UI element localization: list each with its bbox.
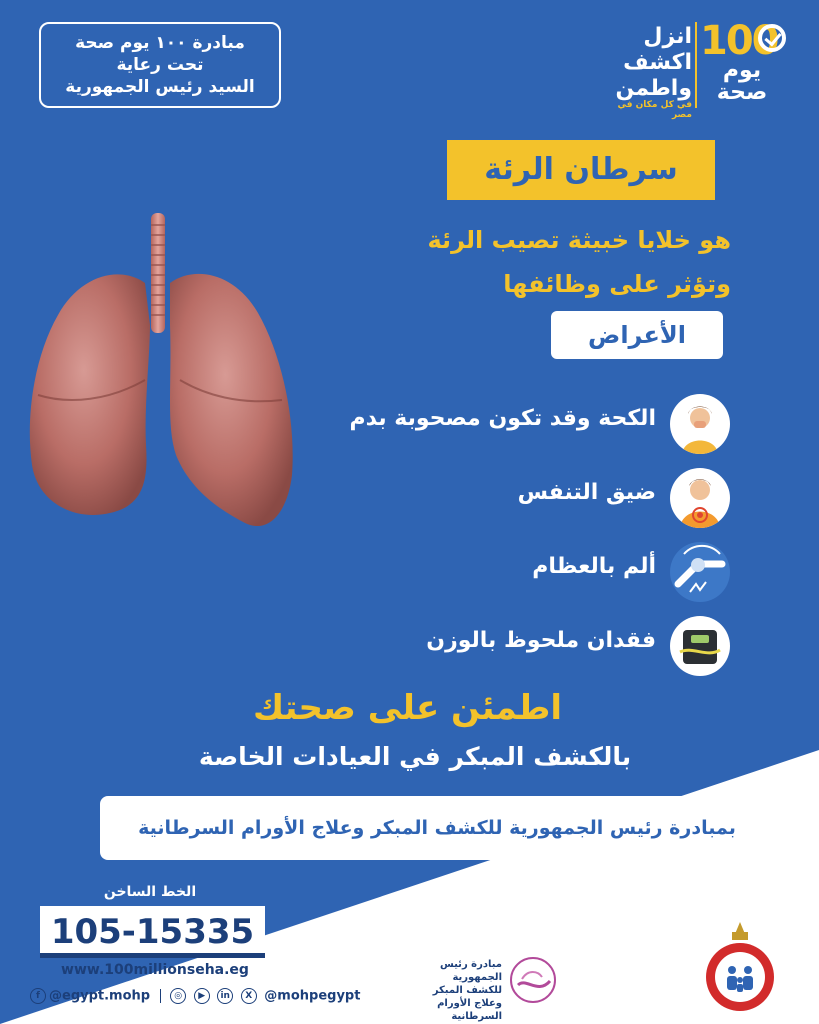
footer-divider: [160, 989, 161, 1003]
init-logo-line-3: وعلاج الأورام السرطانية: [437, 998, 502, 1022]
youtube-icon[interactable]: ▶: [194, 988, 210, 1004]
sponsor-line-2: تحت رعاية: [116, 55, 204, 75]
initiative-logo-icon: [508, 955, 558, 1005]
breathless-person-icon: [670, 468, 730, 528]
campaign-logo: [600, 18, 800, 120]
hotline-number[interactable]: 105-15335: [40, 906, 265, 958]
symptom-item: [330, 394, 730, 454]
symptom-text: الكحة وقد تكون مصحوبة بدم: [349, 406, 656, 431]
days-line-1: يوم: [722, 58, 762, 83]
sponsor-line-3: السيد رئيس الجمهورية: [65, 77, 255, 97]
sponsor-line-1: مبادرة ١٠٠ يوم صحة: [75, 33, 245, 53]
init-logo-line-1: مبادرة رئيس الجمهورية: [439, 959, 502, 983]
symptom-item: [330, 468, 730, 528]
social-footer: [30, 988, 360, 1008]
checkmark-icon: [758, 24, 786, 52]
page-title: سرطان الرئة: [447, 140, 715, 200]
days-line-2: صحة: [716, 80, 768, 105]
init-logo-line-2: للكشف المبكر: [432, 985, 502, 996]
symptoms-heading: الأعراض: [551, 311, 723, 359]
initiative-logo-text: [392, 958, 502, 1023]
description-line-1: هو خلايا خبيثة تصيب الرئة: [427, 226, 731, 254]
campaign-days-label: [700, 60, 784, 104]
slogan-subtitle: في كل مكان في مصر: [617, 100, 692, 120]
ministry-of-health-logo: [705, 920, 775, 1015]
bone-pain-icon: [670, 542, 730, 602]
early-detection-text: بالكشف المبكر في العيادات الخاصة: [198, 742, 632, 771]
disease-description: [251, 218, 731, 306]
x-twitter-icon[interactable]: X: [241, 988, 257, 1004]
logo-divider: [695, 22, 697, 108]
linkedin-icon[interactable]: in: [217, 988, 233, 1004]
coughing-person-icon: [670, 394, 730, 454]
slogan-line-1: انزل: [643, 24, 692, 49]
symptom-item: [330, 616, 730, 676]
description-line-2: وتؤثر على وظائفها: [503, 270, 731, 298]
weight-scale-icon: [670, 616, 730, 676]
hotline-label: الخط الساخن: [103, 884, 197, 900]
facebook-handle[interactable]: @egypt.mohp: [49, 988, 151, 1004]
slogan-line-3: واطمن: [615, 76, 692, 101]
symptom-text: فقدان ملحوظ بالوزن: [426, 628, 656, 653]
campaign-number: 100: [700, 18, 778, 64]
instagram-icon[interactable]: ◎: [170, 988, 186, 1004]
sponsor-box: [39, 22, 281, 108]
social-handle[interactable]: @mohpegypt: [264, 988, 361, 1004]
initiative-banner: بمبادرة رئيس الجمهورية للكشف المبكر وعلاج الأورام السرطانية: [100, 796, 774, 860]
reassure-heading: اطمئن على صحتك: [252, 688, 563, 728]
symptom-item: [330, 542, 730, 602]
campaign-slogan: [600, 24, 692, 102]
website-link[interactable]: www.100millionseha.eg: [61, 962, 249, 978]
slogan-line-2: اكشف: [623, 50, 692, 75]
symptom-text: ألم بالعظام: [532, 554, 656, 579]
facebook-icon[interactable]: f: [30, 988, 46, 1004]
symptom-text: ضيق التنفس: [517, 480, 656, 505]
